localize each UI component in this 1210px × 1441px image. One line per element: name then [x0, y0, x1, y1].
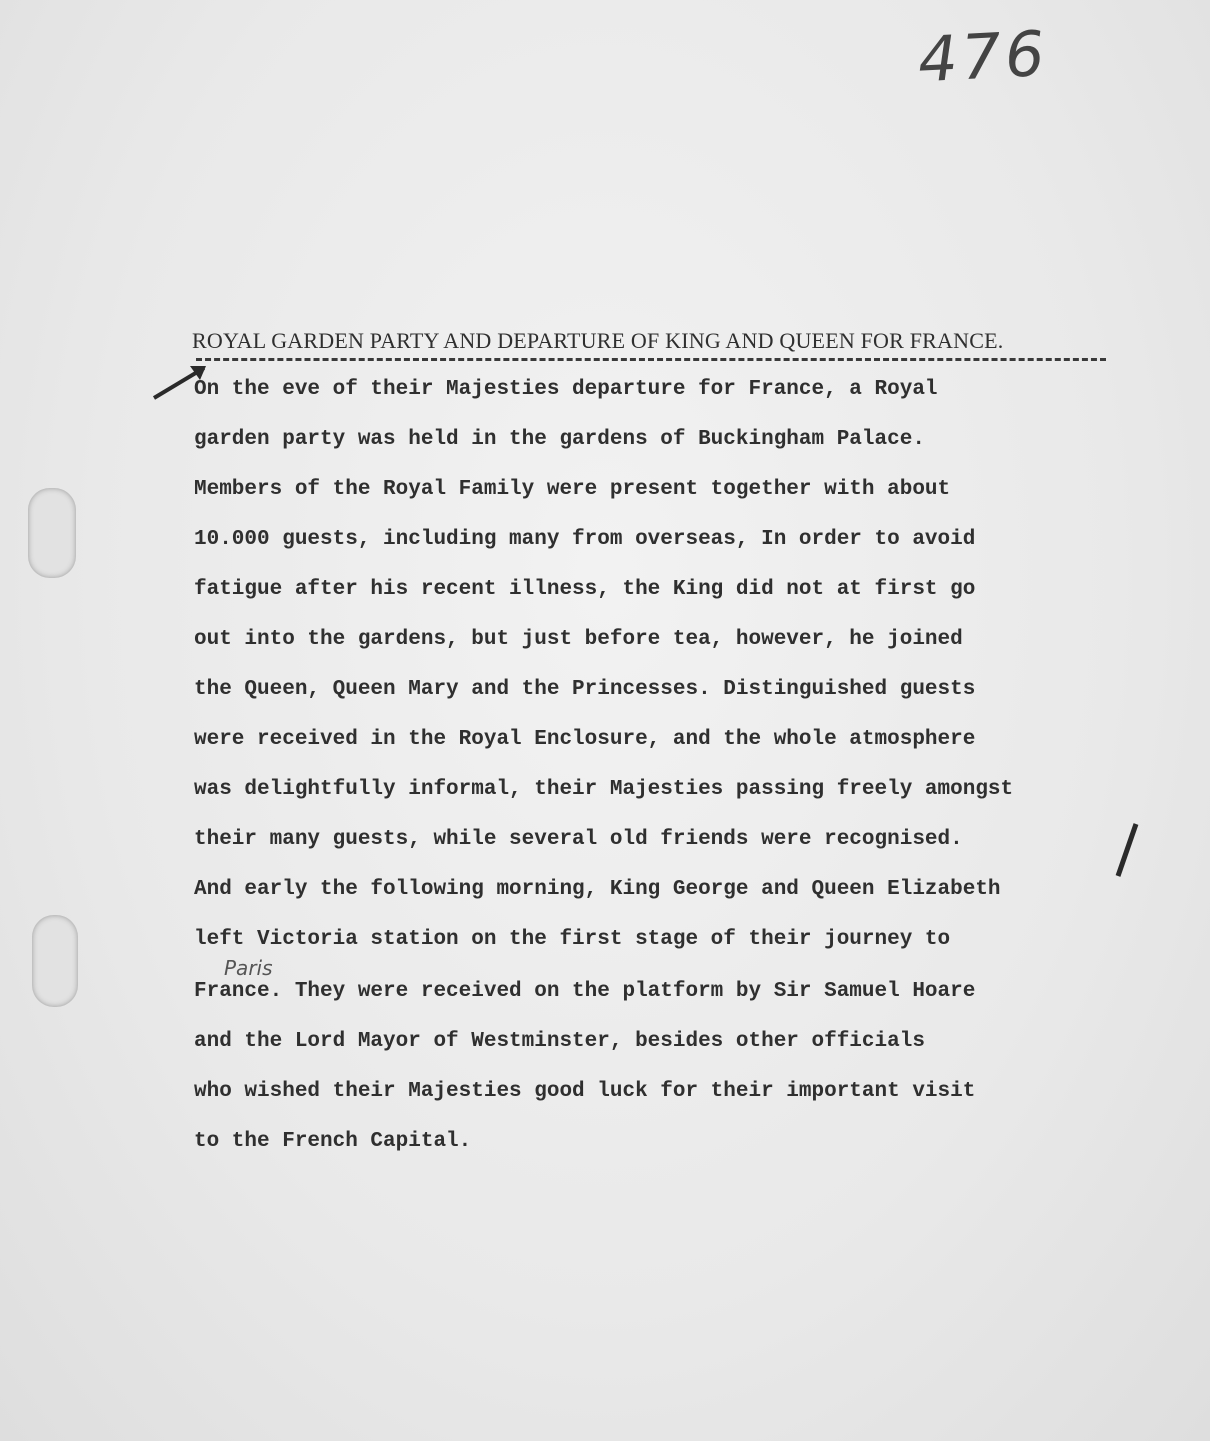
text-line: 10.000 guests, including many from overseas, In order to avoid	[194, 528, 976, 551]
text-line: left Victoria station on the first stage of their journey to	[194, 928, 951, 951]
text-line: and the Lord Mayor of Westminster, besides other officials	[194, 1030, 925, 1053]
text-line: out into the gardens, but just before tea, however, he joined	[194, 628, 963, 651]
heading-underline	[196, 358, 1106, 361]
punch-hole-top	[28, 488, 76, 578]
text-line: were received in the Royal Enclosure, and the whole atmosphere	[194, 728, 976, 751]
text-line: France. They were received on the platform by Sir Samuel Hoare	[194, 980, 976, 1003]
handwritten-insert: Paris	[224, 956, 273, 980]
page-number: 476	[916, 16, 1051, 97]
text-line: to the French Capital.	[194, 1130, 472, 1153]
text-line: was delightfully informal, their Majesties passing freely amongst	[194, 778, 1014, 801]
pencil-slash-mark	[1112, 820, 1142, 880]
text-line: garden party was held in the gardens of Buckingham Palace.	[194, 428, 925, 451]
text-line: Members of the Royal Family were present together with about	[194, 478, 951, 501]
text-line: fatigue after his recent illness, the King did not at first go	[194, 578, 976, 601]
punch-hole-bottom	[32, 915, 78, 1007]
text-line: the Queen, Queen Mary and the Princesses. Distinguished guests	[194, 678, 976, 701]
text-line: who wished their Majesties good luck for their important visit	[194, 1080, 976, 1103]
text-line: their many guests, while several old friends were recognised.	[194, 828, 963, 851]
document-heading: ROYAL GARDEN PARTY AND DEPARTURE OF KING AND QUEEN FOR FRANCE.	[192, 328, 1004, 353]
text-line: And early the following morning, King George and Queen Elizabeth	[194, 878, 1001, 901]
text-line: On the eve of their Majesties departure for France, a Royal	[194, 378, 938, 401]
